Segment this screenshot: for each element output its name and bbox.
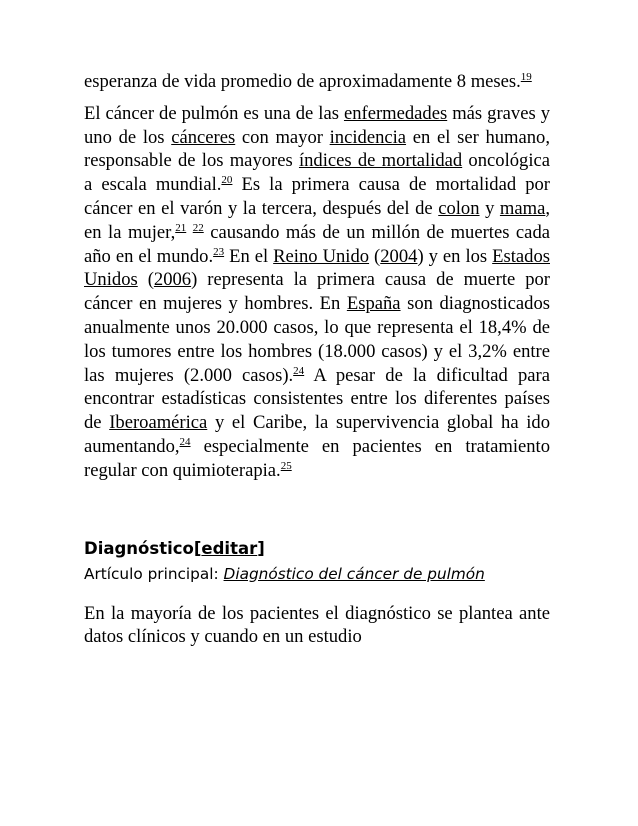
edit-bracket-open: [: [193, 538, 202, 558]
reference-25[interactable]: 25: [280, 459, 292, 472]
text: son diagnosticados anualmente unos 20.000 casos, lo que representa el 18,4% de los tumores entre los hombres (18.000 casos) y el 3,2% entre las mujeres (2.000 casos).: [84, 293, 551, 386]
text: Es la primera causa de mortalidad por cáncer en el varón y la tercera, después del de: [84, 174, 550, 219]
text: especialmente en pacientes en tratamiento regular con quimioterapia.: [84, 435, 550, 481]
reference-24[interactable]: 24: [179, 435, 191, 448]
link-mama[interactable]: mama: [499, 197, 546, 219]
text: en el ser humano, responsable de los mayores: [84, 126, 551, 172]
reference-19[interactable]: 19: [520, 71, 532, 83]
link-estados-unidos[interactable]: Estados Unidos: [84, 245, 550, 291]
link-incidencia[interactable]: incidencia: [329, 126, 407, 148]
main-article-prefix: Artículo principal:: [84, 564, 224, 583]
reference-21[interactable]: 21: [175, 221, 187, 234]
link-espana[interactable]: España: [346, 293, 401, 315]
link-canceres[interactable]: cánceres: [171, 126, 236, 148]
link-colon[interactable]: colon: [438, 197, 480, 219]
reference-20[interactable]: 20: [221, 174, 233, 187]
edit-link[interactable]: editar: [201, 538, 258, 558]
text: oncológica a escala mundial.: [84, 150, 550, 196]
text: (: [369, 245, 381, 267]
reference-23[interactable]: 23: [213, 245, 225, 258]
text: y: [479, 197, 500, 219]
paragraph-diagnosis: En la mayoría de los pacientes el diagnóstico se plantea ante datos clínicos y cuando en un estudio: [84, 602, 550, 648]
text: con mayor: [235, 126, 330, 148]
text: En el: [224, 245, 274, 267]
section-title: Diagnóstico: [84, 538, 194, 558]
text: esperanza de vida promedio de aproximadamente 8 meses.: [84, 71, 521, 92]
section-heading: [84, 538, 550, 560]
text: y el Caribe, la supervivencia global ha ido aumentando,: [84, 412, 550, 457]
text: El cáncer de pulmón es una de las: [84, 102, 344, 124]
reference-22[interactable]: 22: [192, 221, 204, 234]
text: (: [137, 269, 154, 291]
main-article-link[interactable]: Diagnóstico del cáncer de pulmón: [223, 564, 485, 583]
text: causando más de un millón de muertes cada año en el mundo.: [84, 221, 550, 267]
link-2004[interactable]: 2004: [380, 245, 418, 267]
text: más graves y uno de los: [84, 102, 550, 148]
link-iberoamerica[interactable]: Iberoamérica: [109, 412, 208, 434]
main-article-note: [84, 563, 550, 585]
paragraph-epidemiology: [84, 102, 550, 483]
link-2006[interactable]: 2006: [153, 269, 192, 291]
text: , en la mujer,: [84, 197, 550, 243]
text: ) representa la primera causa de muerte por cáncer en mujeres y hombres. En: [84, 269, 550, 315]
edit-bracket-close: ]: [257, 538, 265, 558]
paragraph-intro: [84, 70, 550, 94]
link-enfermedades[interactable]: enfermedades: [343, 102, 448, 124]
text: A pesar de la dificultad para encontrar estadísticas consistentes entre los diferentes países de: [84, 364, 550, 434]
link-reino-unido[interactable]: Reino Unido: [273, 245, 370, 267]
text: ) y en los: [417, 245, 493, 267]
document-page: [84, 70, 550, 649]
reference-24[interactable]: 24: [293, 364, 305, 377]
link-indices-mortalidad[interactable]: índices de mortalidad: [298, 150, 463, 172]
